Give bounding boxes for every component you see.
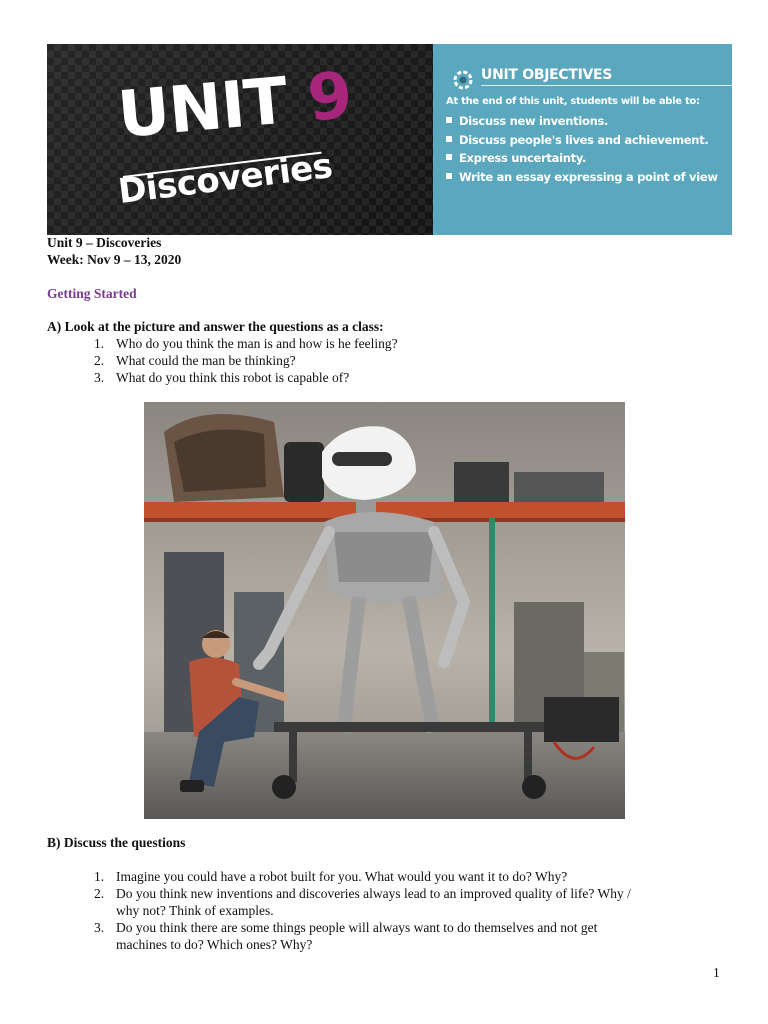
question-number: 2. xyxy=(94,886,105,901)
unit-title-panel xyxy=(47,44,433,235)
square-bullet-icon xyxy=(446,154,452,160)
list-item xyxy=(94,352,398,369)
cycle-icon xyxy=(451,68,475,92)
unit-banner xyxy=(47,44,732,235)
question-text: What could the man be thinking? xyxy=(116,353,296,368)
question-text-continued: machines to do? Which ones? Why? xyxy=(116,937,313,952)
unit-heading xyxy=(114,58,355,153)
objectives-panel xyxy=(433,44,732,235)
objective-text: Express uncertainty. xyxy=(459,151,587,165)
question-number: 3. xyxy=(94,920,105,935)
question-text: Who do you think the man is and how is he feeling? xyxy=(116,336,398,351)
objective-item xyxy=(446,131,718,150)
question-text: Do you think new inventions and discoveries always lead to an improved quality of life? Why / xyxy=(116,886,631,901)
question-text-continued: why not? Think of examples. xyxy=(116,903,274,918)
unit-title: Discoveries xyxy=(116,146,335,212)
objectives-intro: At the end of this unit, students will be able to: xyxy=(446,96,700,107)
objective-item xyxy=(446,149,718,168)
objective-text: Discuss new inventions. xyxy=(459,114,609,128)
square-bullet-icon xyxy=(446,117,452,123)
square-bullet-icon xyxy=(446,136,452,142)
robot-workshop-photo xyxy=(144,402,625,819)
question-number: 2. xyxy=(94,353,105,368)
square-bullet-icon xyxy=(446,173,452,179)
list-item xyxy=(94,369,398,386)
question-text: Imagine you could have a robot built for you. What would you want it to do? Why? xyxy=(116,869,568,884)
list-item xyxy=(94,919,631,953)
objectives-heading: UNIT OBJECTIVES xyxy=(481,67,613,83)
objective-text: Discuss people's lives and achievement. xyxy=(459,132,709,147)
unit-line: Unit 9 – Discoveries xyxy=(47,235,162,250)
objective-item xyxy=(446,168,718,187)
question-number: 3. xyxy=(94,370,105,385)
objective-text: Write an essay expressing a point of view xyxy=(459,169,718,184)
photo-illustration xyxy=(144,402,625,819)
part-b-title: B) Discuss the questions xyxy=(47,835,186,850)
list-item xyxy=(94,885,631,919)
objectives-list xyxy=(446,112,718,186)
list-item xyxy=(94,335,398,352)
week-line: Week: Nov 9 – 13, 2020 xyxy=(47,252,182,267)
question-number: 1. xyxy=(94,869,105,884)
objective-item xyxy=(446,112,718,131)
part-b-questions xyxy=(94,868,631,953)
page-number: 1 xyxy=(713,965,720,980)
unit-number: 9 xyxy=(304,58,355,137)
list-item xyxy=(94,868,631,885)
objectives-divider xyxy=(481,85,732,86)
part-a-questions xyxy=(94,335,398,386)
section-heading: Getting Started xyxy=(47,286,137,301)
question-text: Do you think there are some things people will always want to do themselves and not get xyxy=(116,920,598,935)
part-a-title: A) Look at the picture and answer the questions as a class: xyxy=(47,319,384,334)
unit-word: UNIT xyxy=(114,64,290,153)
question-text: What do you think this robot is capable of? xyxy=(116,370,350,385)
question-number: 1. xyxy=(94,336,105,351)
